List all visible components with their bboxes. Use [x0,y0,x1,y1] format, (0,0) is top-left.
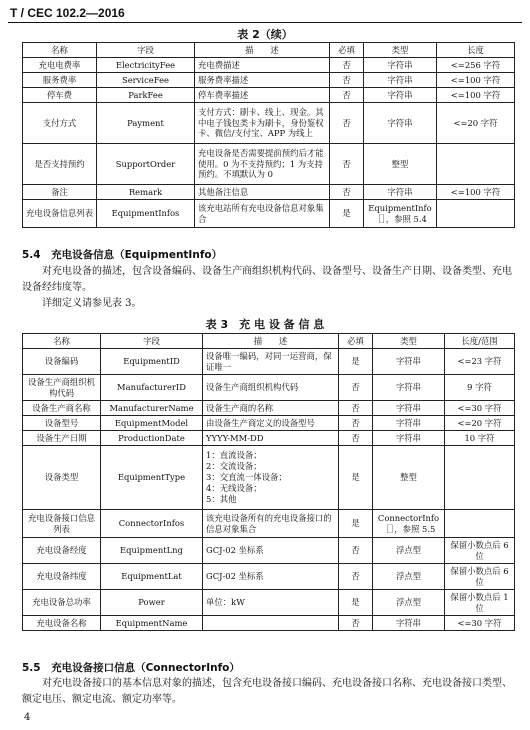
table-cell: 字符串 [364,58,437,73]
page-number: 4 [24,712,31,723]
column-header: 必填 [330,43,364,58]
table-row [23,58,515,73]
column-header: 类型 [364,43,437,58]
table-cell: 字符串 [373,431,445,446]
table-cell: 充电设备经度 [23,538,101,564]
table-cell: EquipmentInfo［］，参照 5.4 [364,200,437,228]
table-row [23,538,515,564]
table-cell: 是 [330,200,364,228]
table-cell: Power [101,590,203,616]
table-cell: 保留小数点后 6 位 [445,564,515,590]
table-cell: 字符串 [373,349,445,375]
document-header: T / CEC 102.2—2016 [10,6,125,20]
table3-caption: 表 3 充 电 设 备 信 息 [205,318,325,331]
table-cell: 充电电费率 [23,58,97,73]
table-cell: EquipmentModel [101,416,203,431]
table-cell: 浮点型 [373,590,445,616]
section-5-5-paragraph: 对充电设备接口的基本信息对象的描述，包含充电设备接口编码、充电设备接口名称、充电设备接口类型、额定电压、额定电流、额定功率等。 [22,678,512,705]
table-cell: 否 [339,538,373,564]
table-cell: 是 [339,510,373,538]
table-cell: 充电设备名称 [23,616,101,631]
table-cell: 充电设备接口信息列表 [23,510,101,538]
table-cell [437,200,515,228]
table-cell: 设备编码 [23,349,101,375]
table-cell: 充电设备信息列表 [23,200,97,228]
table-cell: 否 [330,88,364,103]
table-cell [445,510,515,538]
table-cell: <=23 字符 [445,349,515,375]
table-row [23,616,515,631]
table-cell: ConnectorInfos [101,510,203,538]
table-cell: 其他备注信息 [195,185,330,200]
section-5-4-paragraph: 对充电设备的描述，包含设备编码、设备生产商组织机构代码、设备型号、设备生产日期、设备类型、充电设备经纬度等。 [22,266,512,293]
table-cell: Remark [97,185,195,200]
table-cell: 支付方式：刷卡、线上、现金。其中电子钱包类卡为刷卡，身份鉴权卡、微信/支付宝、APP 为线上 [195,103,330,144]
table-cell: ProductionDate [101,431,203,446]
table-cell: 服务费率 [23,73,97,88]
table-cell: 充电费描述 [195,58,330,73]
table-cell: <=256 字符 [437,58,515,73]
table-cell: EquipmentType [101,446,203,510]
column-header: 类型 [373,334,445,349]
table-cell: 停车费 [23,88,97,103]
table-cell: 设备类型 [23,446,101,510]
table-cell: 设备生产日期 [23,431,101,446]
column-header: 字段 [97,43,195,58]
table-cell: 字符串 [373,401,445,416]
table-cell: 字符串 [373,416,445,431]
section-5-4-reference: 详细定义请参见表 3。 [42,298,142,309]
table-cell: ManufacturerID [101,375,203,401]
table-row [23,510,515,538]
table-cell: SupportOrder [97,144,195,185]
table-cell: 浮点型 [373,564,445,590]
table-cell: 浮点型 [373,538,445,564]
table-row [23,200,515,228]
table-cell: 否 [339,431,373,446]
table-cell: 设备生产商名称 [23,401,101,416]
table-cell [203,616,339,631]
table-cell: 10 字符 [445,431,515,446]
table-row [23,144,515,185]
table-cell [445,446,515,510]
table-row [23,401,515,416]
column-header: 描 述 [195,43,330,58]
table-cell: EquipmentLat [101,564,203,590]
table-cell: 该充电站所有充电设备信息对象集合 [195,200,330,228]
table-cell: 否 [339,564,373,590]
table-row [23,88,515,103]
table-row [23,375,515,401]
table-cell: 服务费率描述 [195,73,330,88]
table-cell: 保留小数点后 1 位 [445,590,515,616]
table-cell: 设备生产商组织机构代码 [203,375,339,401]
section-5-4-heading: 5.4 充电设备信息（EquipmentInfo） [22,249,223,261]
table-cell: ConnectorInfo［］，参照 5.5 [373,510,445,538]
table-cell: ElectricityFee [97,58,195,73]
table-cell: <=100 字符 [437,185,515,200]
table-row [23,103,515,144]
table-cell: 是 [339,590,373,616]
column-header: 名称 [23,43,97,58]
table-cell: 字符串 [364,73,437,88]
table-cell: 否 [330,73,364,88]
table-cell: EquipmentID [101,349,203,375]
table-cell: 否 [339,375,373,401]
table-cell: 设备生产商的名称 [203,401,339,416]
table-cell: 充电设备是否需要提前预约后才能使用。0 为不支持预约；1 为支持预约。不填默认为 0 [195,144,330,185]
table-cell: YYYY-MM-DD [203,431,339,446]
table-cell: 1：直流设备； 2：交流设备； 3：交直流一体设备； 4：无线设备； 5：其他 [203,446,339,510]
table3 [22,333,515,631]
table3-header-row [23,334,515,349]
table2-header-row [23,43,515,58]
table-row [23,416,515,431]
table-cell: 字符串 [364,103,437,144]
table-cell: <=20 字符 [437,103,515,144]
column-header: 描 述 [203,334,339,349]
table-cell: 是 [339,446,373,510]
table-cell: 整型 [373,446,445,510]
table-row [23,73,515,88]
column-header: 名称 [23,334,101,349]
table-cell: EquipmentInfos [97,200,195,228]
table-cell: 否 [330,103,364,144]
table-cell: 字符串 [364,88,437,103]
table-row [23,349,515,375]
table-row [23,590,515,616]
table-cell: 设备生产商组织机构代码 [23,375,101,401]
table2 [22,42,515,228]
table-cell: 否 [339,416,373,431]
table-cell: ServiceFee [97,73,195,88]
table-cell: 保留小数点后 6 位 [445,538,515,564]
table-cell: 停车费率描述 [195,88,330,103]
table-cell: 9 字符 [445,375,515,401]
table-cell: 支付方式 [23,103,97,144]
table-cell: <=100 字符 [437,88,515,103]
table-cell: 否 [330,185,364,200]
table-row [23,185,515,200]
table-cell: 字符串 [364,185,437,200]
table-row [23,431,515,446]
table-cell: <=20 字符 [445,416,515,431]
column-header: 长度/范围 [445,334,515,349]
table-cell: EquipmentLng [101,538,203,564]
table-cell: 否 [339,616,373,631]
table-cell: <=100 字符 [437,73,515,88]
table-cell: Payment [97,103,195,144]
table-cell: <=30 字符 [445,616,515,631]
table-row [23,446,515,510]
table-cell: <=30 字符 [445,401,515,416]
column-header: 字段 [101,334,203,349]
table-cell: 充电设备总功率 [23,590,101,616]
table-cell: 整型 [364,144,437,185]
table-cell: 否 [330,58,364,73]
table2-caption: 表 2（续） [237,28,293,41]
table-cell [437,144,515,185]
table-cell: ManufacturerName [101,401,203,416]
table-cell: 是 [339,349,373,375]
table-cell: 备注 [23,185,97,200]
table-cell: EquipmentName [101,616,203,631]
table-cell: 否 [339,401,373,416]
table-cell: 充电设备纬度 [23,564,101,590]
table-cell: 是否支持预约 [23,144,97,185]
column-header: 必填 [339,334,373,349]
table-cell: 设备唯一编码，对同一运营商，保证唯一 [203,349,339,375]
table-cell: 字符串 [373,375,445,401]
table-cell: 否 [330,144,364,185]
table-cell: ParkFee [97,88,195,103]
table-cell: GCJ-02 坐标系 [203,564,339,590]
table-cell: 该充电设备所有的充电设备接口的信息对象集合 [203,510,339,538]
column-header: 长度 [437,43,515,58]
table-cell: GCJ-02 坐标系 [203,538,339,564]
table-cell: 字符串 [373,616,445,631]
table-cell: 由设备生产商定义的设备型号 [203,416,339,431]
section-5-5-heading: 5.5 充电设备接口信息（ConnectorInfo） [22,662,240,674]
table-cell: 单位：kW [203,590,339,616]
table-row [23,564,515,590]
header-rule [8,22,522,23]
table-cell: 设备型号 [23,416,101,431]
